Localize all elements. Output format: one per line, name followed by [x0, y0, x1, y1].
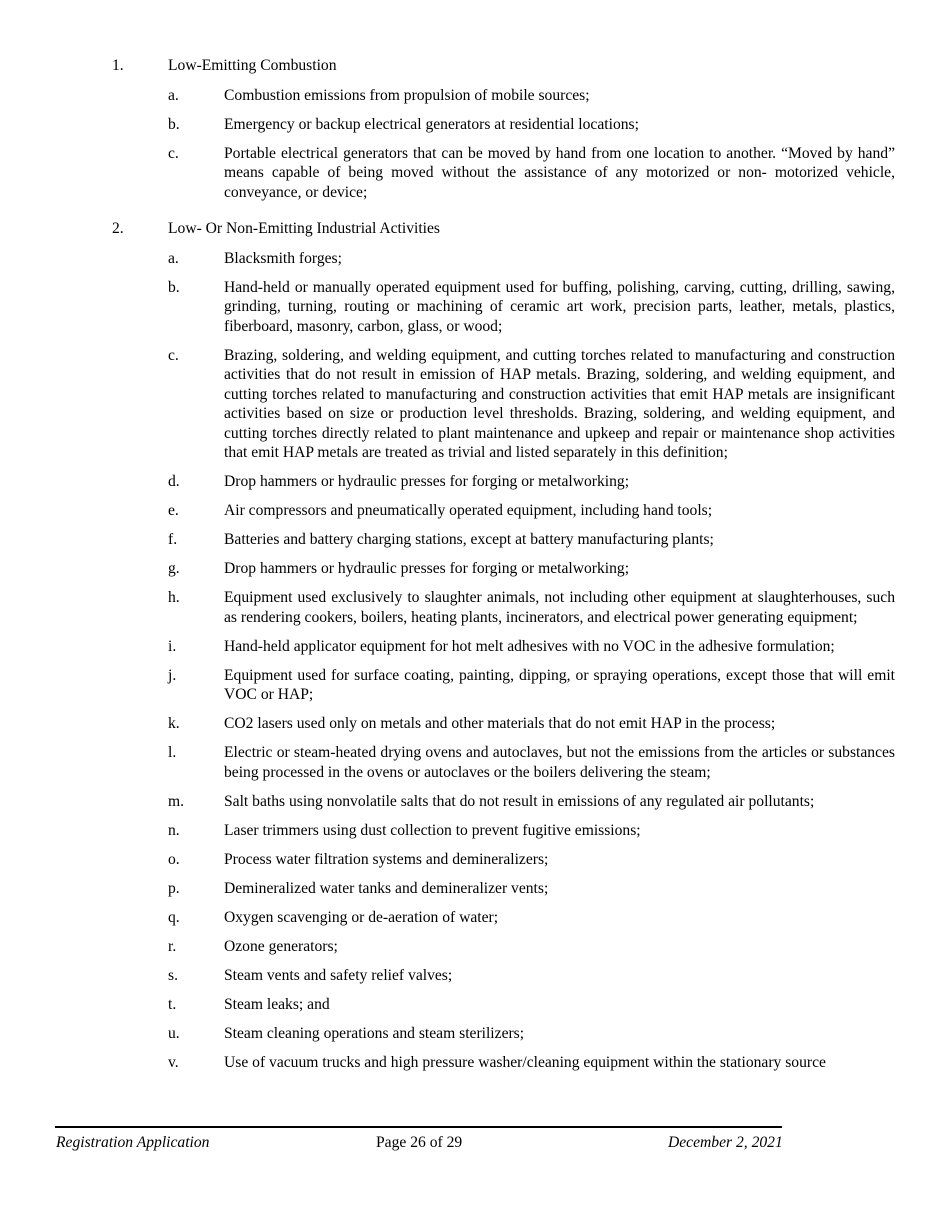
- list-item: [0, 115, 950, 135]
- list-item-letter: a.: [168, 86, 179, 104]
- section-title: Low-Emitting Combustion: [168, 57, 337, 74]
- list-item: [0, 1024, 950, 1044]
- list-item: [0, 1053, 950, 1073]
- list-item-letter: m.: [168, 792, 185, 810]
- list-item: [0, 966, 950, 986]
- list-item: [0, 743, 950, 782]
- list-item: [0, 278, 950, 337]
- list-item-letter: v.: [168, 1053, 179, 1071]
- list-item: [0, 792, 950, 812]
- list-item: [0, 144, 950, 203]
- list-item: [0, 995, 950, 1015]
- list-item-letter: t.: [168, 995, 177, 1013]
- list-item-letter: c.: [168, 346, 179, 364]
- list-item-letter: e.: [168, 502, 179, 519]
- list-item: [0, 714, 950, 734]
- list-item: [0, 86, 950, 106]
- list-item: [0, 588, 950, 627]
- section-1: [0, 56, 950, 202]
- list-item-text: Ozone generators;: [224, 937, 338, 955]
- list-item-text: Process water filtration systems and demineralizers;: [224, 850, 549, 868]
- list-item: [0, 821, 950, 841]
- list-item-text: Drop hammers or hydraulic presses for forging or metalworking;: [224, 473, 630, 490]
- list-item-text: Combustion emissions from propulsion of mobile sources;: [224, 86, 590, 104]
- list-item: [0, 850, 950, 870]
- footer-date: December 2, 2021: [668, 1134, 783, 1151]
- list-item-letter: h.: [168, 589, 180, 606]
- footer-divider: [55, 1126, 782, 1128]
- list-item-letter: u.: [168, 1024, 180, 1042]
- list-item-text: Electric or steam-heated drying ovens and autoclaves, but not the emissions from the articles or substances being processed in the ovens or autoclaves or the boilers delivering the steam;: [224, 744, 895, 781]
- list-item: [0, 937, 950, 957]
- section-heading: [0, 219, 950, 239]
- list-item-letter: c.: [168, 144, 179, 162]
- list-item-text: Hand-held applicator equipment for hot melt adhesives with no VOC in the adhesive formulation;: [224, 637, 835, 655]
- list-item: [0, 501, 950, 521]
- list-item-text: Blacksmith forges;: [224, 249, 342, 267]
- list-item: [0, 472, 950, 492]
- footer-document-title: Registration Application: [56, 1134, 210, 1151]
- list-item-letter: s.: [168, 966, 178, 984]
- list-item-letter: b.: [168, 115, 180, 133]
- list-item-letter: b.: [168, 278, 180, 296]
- footer-page-number: Page 26 of 29: [376, 1134, 463, 1151]
- list-item-letter: n.: [168, 821, 180, 839]
- list-item-letter: p.: [168, 879, 180, 897]
- list-item-text: Steam cleaning operations and steam sterilizers;: [224, 1024, 525, 1042]
- list-item: [0, 559, 950, 579]
- list-item-letter: l.: [168, 744, 177, 761]
- list-item-letter: k.: [168, 715, 180, 732]
- section-title: Low- Or Non-Emitting Industrial Activities: [168, 220, 440, 237]
- list-item-text: Drop hammers or hydraulic presses for forging or metalworking;: [224, 560, 630, 577]
- list-item: [0, 346, 950, 463]
- list-item-letter: r.: [168, 937, 177, 955]
- list-item-text: Use of vacuum trucks and high pressure washer/cleaning equipment within the stationary source: [224, 1053, 826, 1071]
- section-number: 2.: [112, 220, 124, 237]
- list-item-letter: a.: [168, 249, 179, 267]
- list-item-letter: o.: [168, 850, 180, 868]
- list-item-text: Equipment used exclusively to slaughter animals, not including other equipment at slaughterhouses, such as rendering cookers, boilers, heating plants, incinerators, and electrical power generating equipment;: [224, 589, 895, 626]
- list-item: [0, 249, 950, 269]
- list-item-text: Hand-held or manually operated equipment used for buffing, polishing, carving, cutting, drilling, sawing, grinding, turning, routing or machining of ceramic art work, precision parts, leather, metals, plastics, fiberboard, masonry, carbon, glass, or wood;: [224, 278, 895, 335]
- list-item-text: Air compressors and pneumatically operated equipment, including hand tools;: [224, 502, 713, 519]
- list-item-letter: q.: [168, 908, 180, 926]
- list-item-text: Emergency or backup electrical generators at residential locations;: [224, 115, 639, 133]
- list-item-text: CO2 lasers used only on metals and other materials that do not emit HAP in the process;: [224, 715, 776, 732]
- list-item: [0, 908, 950, 928]
- section-heading: [0, 56, 950, 76]
- document-body: [0, 56, 950, 1089]
- list-item-text: Portable electrical generators that can be moved by hand from one location to another. “Moved by hand” means capable of being moved without the assistance of any motorized or non- motorized vehicle, conveyance, or device;: [224, 144, 895, 201]
- list-item-letter: d.: [168, 473, 180, 490]
- list-item-letter: f.: [168, 531, 178, 548]
- list-item-text: Steam vents and safety relief valves;: [224, 966, 453, 984]
- list-item: [0, 637, 950, 657]
- list-item: [0, 666, 950, 705]
- list-item-letter: i.: [168, 637, 177, 655]
- list-item-text: Oxygen scavenging or de-aeration of water;: [224, 908, 499, 926]
- list-item-text: Laser trimmers using dust collection to prevent fugitive emissions;: [224, 821, 641, 839]
- list-item-letter: g.: [168, 560, 180, 577]
- list-item: [0, 530, 950, 550]
- section-2: [0, 219, 950, 1072]
- list-item-text: Batteries and battery charging stations, except at battery manufacturing plants;: [224, 531, 714, 548]
- list-item-text: Equipment used for surface coating, painting, dipping, or spraying operations, except those that will emit VOC or HAP;: [224, 666, 895, 703]
- list-item-text: Salt baths using nonvolatile salts that do not result in emissions of any regulated air pollutants;: [224, 792, 815, 810]
- section-number: 1.: [112, 57, 124, 74]
- list-item-letter: j.: [168, 666, 177, 684]
- list-item-text: Brazing, soldering, and welding equipment, and cutting torches related to manufacturing and construction activities that do not result in emission of HAP metals. Brazing, soldering, and welding equipment, and cutting torches related to manufacturing and construction activities that emit HAP metals are insignificant activities based on size or production level thresholds. Brazing, soldering, and welding equipment, and cutting torches directly related to plant maintenance and upkeep and repair or maintenance shop activities that emit HAP metals are treated as trivial and listed separately in this definition;: [224, 346, 895, 461]
- list-item: [0, 879, 950, 899]
- list-item-text: Steam leaks; and: [224, 995, 330, 1013]
- list-item-text: Demineralized water tanks and demineralizer vents;: [224, 879, 549, 897]
